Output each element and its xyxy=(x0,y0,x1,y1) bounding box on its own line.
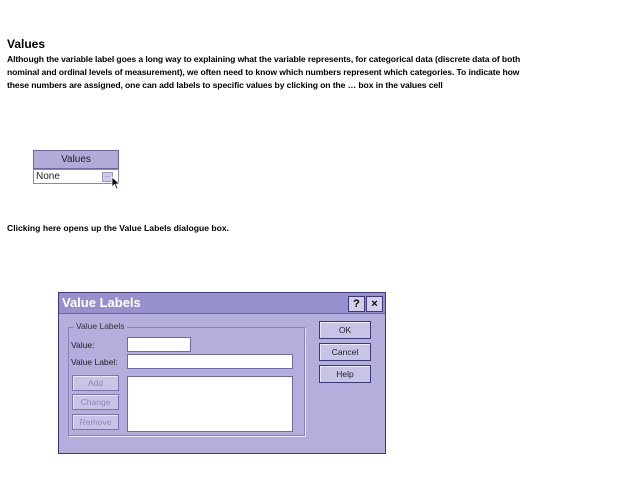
value-label-input[interactable] xyxy=(127,354,293,369)
mouse-pointer-icon xyxy=(111,176,121,190)
values-column-header: Values xyxy=(33,150,119,169)
section-heading: Values xyxy=(7,37,46,51)
caption: Clicking here opens up the Value Labels dialogue box. xyxy=(7,223,230,233)
values-cell-text: None xyxy=(36,171,60,182)
close-icon[interactable]: × xyxy=(366,296,383,312)
values-cell-snippet xyxy=(33,150,119,190)
change-button[interactable]: Change xyxy=(72,394,119,410)
remove-button[interactable]: Remove xyxy=(72,414,119,430)
value-field-label: Value: xyxy=(71,340,95,350)
value-input[interactable] xyxy=(127,337,191,352)
dialog-titlebar xyxy=(59,293,385,314)
ok-button[interactable]: OK xyxy=(319,321,371,339)
value-labels-dialog xyxy=(58,292,386,454)
values-cell[interactable] xyxy=(33,169,119,184)
help-button[interactable]: Help xyxy=(319,365,371,383)
cancel-button[interactable]: Cancel xyxy=(319,343,371,361)
help-question-icon[interactable]: ? xyxy=(348,296,365,312)
group-legend: Value Labels xyxy=(76,321,125,331)
value-labels-list[interactable] xyxy=(127,376,293,432)
values-ellipsis-button[interactable]: ... xyxy=(102,172,113,182)
intro-paragraph: Although the variable label goes a long way to explaining what the variable represents, for categorical data (discrete data of both nominal and ordinal levels of measurement), we often need to know which numbers represent which categories. To indicate how these numbers are assigned, one can add labels to specific values by clicking on the … box in the values cell xyxy=(7,54,521,90)
add-button[interactable]: Add xyxy=(72,375,119,391)
value-label-field-label: Value Label: xyxy=(71,357,118,367)
dialog-title: Value Labels xyxy=(62,295,141,310)
